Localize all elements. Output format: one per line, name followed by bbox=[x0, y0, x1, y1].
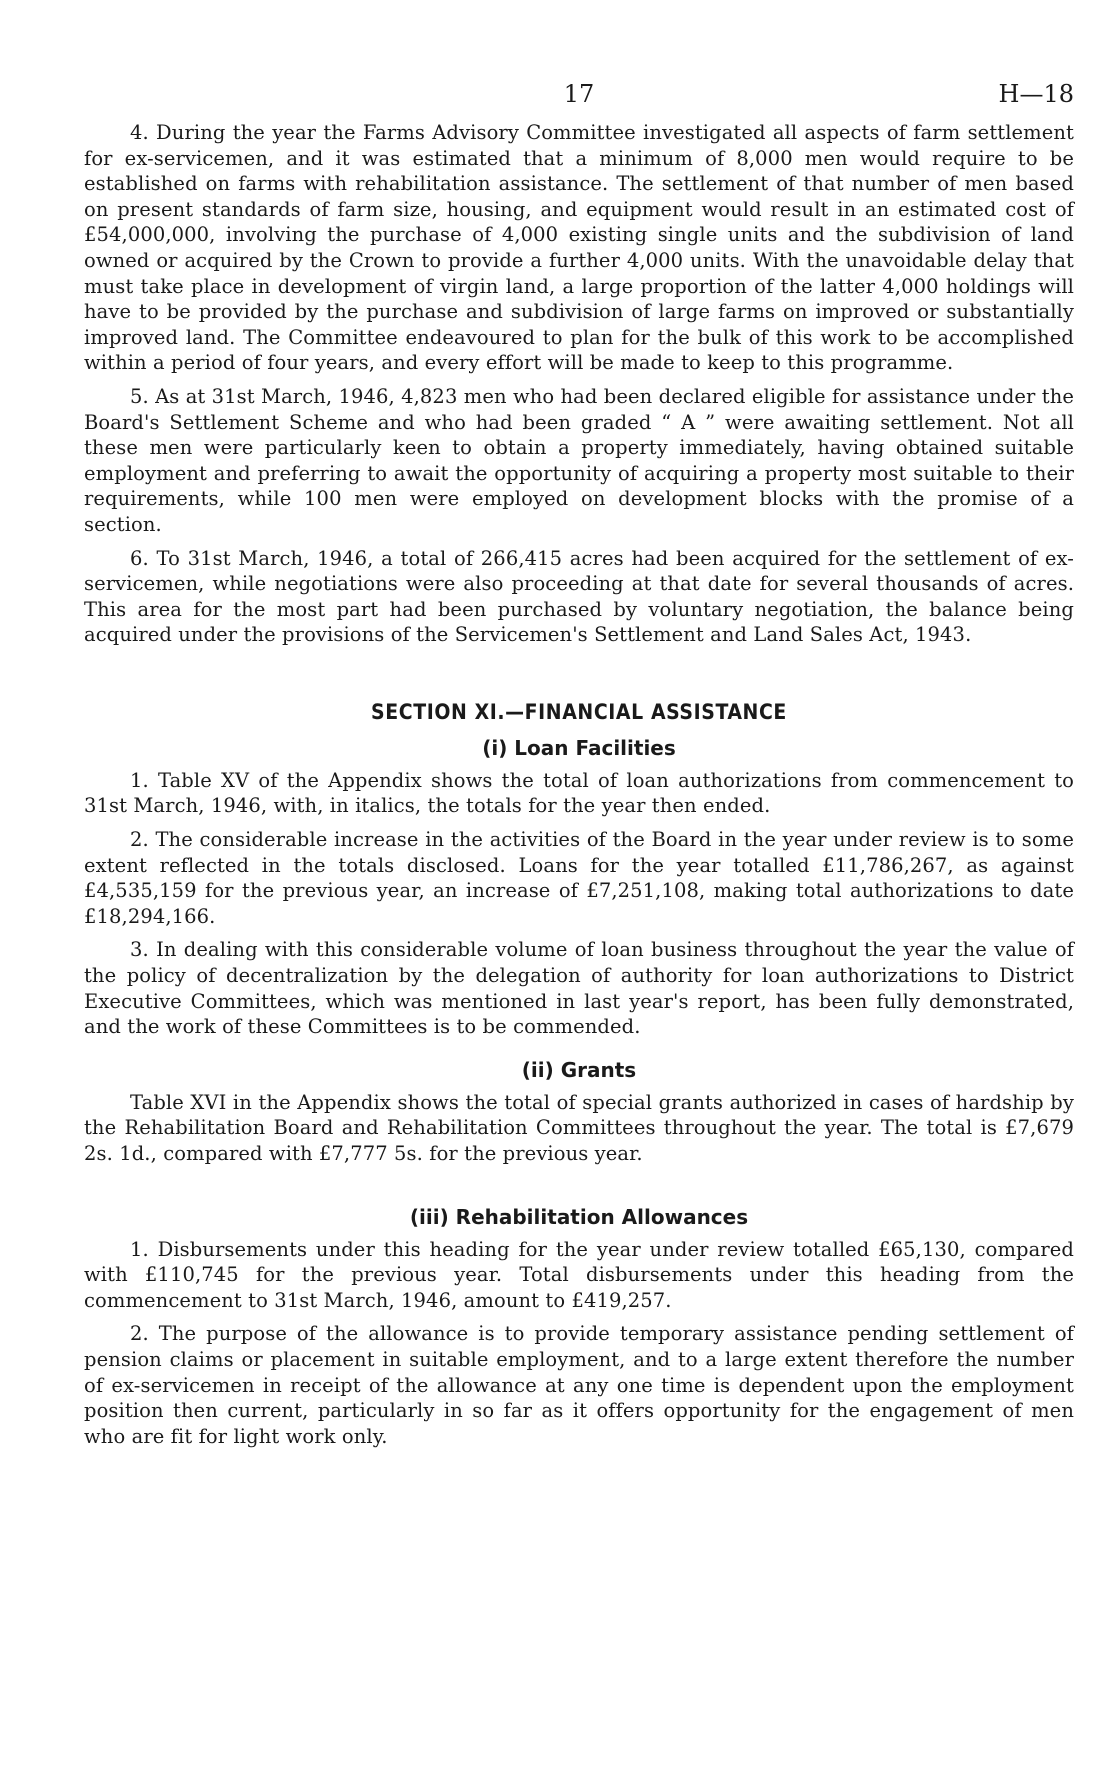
paragraph-acres-acquired: 6. To 31st March, 1946, a total of 266,415 acres had been acquired for the settlement of ex-servicemen, while negotiations were also proceeding at that date for several thousands of acres. This area for the most part had been purchased by voluntary negotiation, the balance being acquired under the provisions of the Servicemen's Settlement and Land Sales Act, 1943. bbox=[84, 546, 1074, 647]
paragraph-awaiting-settlement: 5. As at 31st March, 1946, 4,823 men who had been declared eligible for assistance under the Board's Settlement Scheme and who had been graded “ A ” were awaiting settlement. Not all these men were particularly keen to obtain a property immediately, having obtained suitable employment and preferring to await the opportunity of acquiring a property most suitable to their requirements, while 100 men were employed on development blocks with the promise of a section. bbox=[84, 384, 1074, 536]
section-title: SECTION XI.—FINANCIAL ASSISTANCE bbox=[371, 699, 787, 724]
document-page bbox=[84, 80, 1074, 1449]
subsection-title-grants: (ii) Grants bbox=[521, 1057, 637, 1082]
page-header bbox=[84, 80, 1074, 120]
paragraph-loan-table: 1. Table XV of the Appendix shows the total of loan authorizations from commencement to 31st March, 1946, with, in italics, the totals for the year then ended. bbox=[84, 768, 1074, 818]
paragraph-allowance-purpose: 2. The purpose of the allowance is to provide temporary assistance pending settlement of pension claims or placement in suitable employment, and to a large extent therefore the number of ex-servicemen in receipt of the allowance at any one time is dependent upon the employment position then current, particularly in so far as it offers opportunity for the engagement of men who are fit for light work only. bbox=[84, 1322, 1074, 1448]
paragraph-grants: Table XVI in the Appendix shows the total of special grants authorized in cases of hardship by the Rehabilitation Board and Rehabilitation Committees throughout the year. The total is £7,679 2s. 1d., compared with £7,777 5s. for the previous year. bbox=[84, 1090, 1074, 1165]
paragraph-allowance-disbursements: 1. Disbursements under this heading for the year under review totalled £65,130, compared with £110,745 for the previous year. Total disbursements under this heading from the commencement to 31st March, 1946, amount to £419,257. bbox=[84, 1237, 1074, 1312]
paragraph-farm-settlement: 4. During the year the Farms Advisory Committee investigated all aspects of farm settlement for ex-servicemen, and it was estimated that a minimum of 8,000 men would require to be established on farms with rehabilitation assistance. The settlement of that number of men based on present standards of farm size, housing, and equipment would result in an estimated cost of £54,000,000, involving the purchase of 4,000 existing single units and the subdivision of land owned or acquired by the Crown to provide a further 4,000 units. With the unavoidable delay that must take place in development of virgin land, a large proportion of the latter 4,000 holdings will have to be provided by the purchase and subdivision of large farms on improved or substantially improved land. The Committee endeavoured to plan for the bulk of this work to be accomplished within a period of four years, and every effort will be made to keep to this programme. bbox=[84, 121, 1074, 375]
document-reference: H—18 bbox=[998, 80, 1074, 108]
paragraph-loan-decentralization: 3. In dealing with this considerable volume of loan business throughout the year the value of the policy of decentralization by the delegation of authority for loan authorizations to District Executive Committees, which was mentioned in last year's report, has been fully demonstrated, and the work of these Committees is to be commended. bbox=[84, 938, 1074, 1039]
paragraph-loan-increase: 2. The considerable increase in the activities of the Board in the year under review is to some extent reflected in the totals disclosed. Loans for the year totalled £11,786,267, as against £4,535,159 for the previous year, an increase of £7,251,108, making total authorizations to date £18,294,166. bbox=[84, 828, 1074, 928]
page-number: 17 bbox=[563, 80, 595, 108]
subsection-title-rehabilitation-allowances: (iii) Rehabilitation Allowances bbox=[409, 1204, 749, 1229]
subsection-title-loan-facilities: (i) Loan Facilities bbox=[482, 735, 676, 760]
